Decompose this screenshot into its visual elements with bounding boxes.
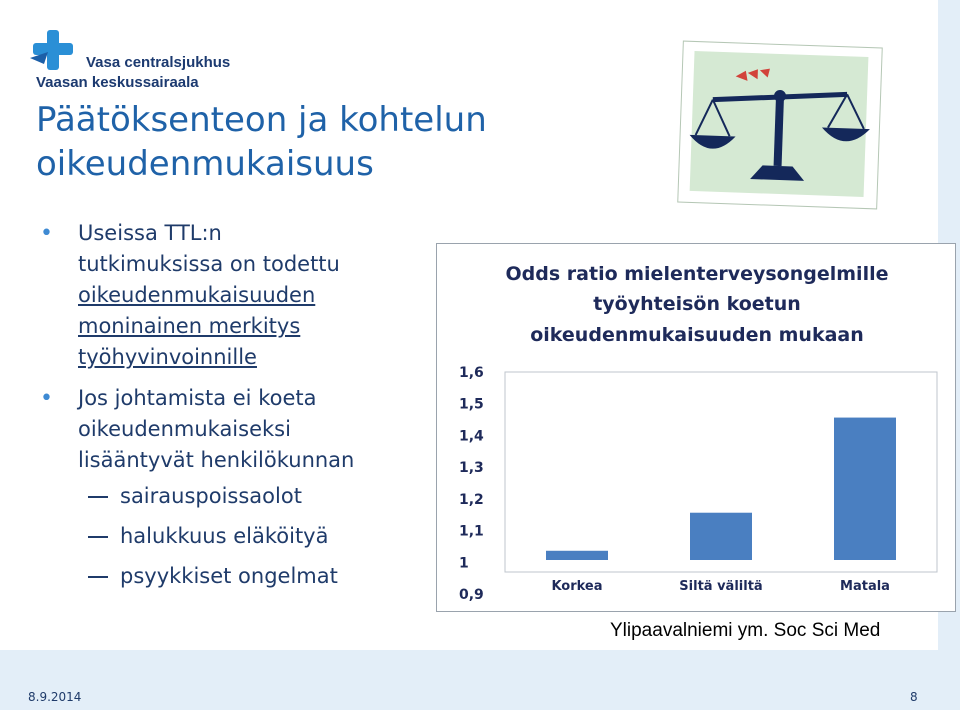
- sub-bullet-3: psyykkiset ongelmat: [40, 556, 440, 596]
- x-category-label: Korkea: [551, 579, 603, 594]
- logo-text-finnish: Vaasan keskussairaala: [36, 74, 199, 91]
- bar-0: [546, 551, 608, 560]
- chart-title-line-2: työyhteisön koetun: [593, 293, 801, 315]
- logo-text-swedish: Vasa centralsjukhus: [86, 54, 231, 71]
- bullet-2-line-1: • Jos johtamista ei koeta: [40, 383, 440, 414]
- y-tick-label: 1,2: [459, 491, 484, 508]
- y-tick-label: 1,3: [459, 460, 484, 477]
- bullet-1-line-3: [40, 280, 440, 311]
- underlined-text: oikeudenmukaisuuden: [78, 283, 316, 307]
- bullet-1-line-2: tutkimuksissa on todettu: [78, 252, 340, 276]
- underlined-text: työhyvinvoinnille: [78, 345, 257, 369]
- y-tick-label: 1,4: [459, 428, 484, 445]
- x-category-label: Siltä väliltä: [679, 579, 763, 594]
- bullet-list: [40, 218, 440, 596]
- odds-ratio-chart: [436, 243, 956, 612]
- chart-title-line-3: oikeudenmukaisuuden mukaan: [530, 324, 864, 346]
- bullet-1-line-1: • Useissa TTL:n: [40, 218, 440, 249]
- bar-2: [834, 418, 896, 560]
- slide-title: [36, 98, 596, 186]
- chart-plot-area: [459, 365, 937, 603]
- balance-scale-icon: [677, 41, 880, 208]
- bullet-2-line-3: lisääntyvät henkilökunnan: [78, 448, 355, 472]
- citation: Ylipaavalniemi ym. Soc Sci Med: [610, 620, 881, 641]
- bullet-2-line-2: oikeudenmukaiseksi: [78, 417, 291, 441]
- y-tick-label: 1: [459, 555, 469, 572]
- cross-dove-icon: [28, 28, 88, 78]
- footer-date: 8.9.2014: [28, 690, 82, 704]
- underlined-text: moninainen merkitys: [78, 314, 301, 338]
- y-tick-label: 0,9: [459, 587, 484, 603]
- bar-1: [690, 513, 752, 560]
- hospital-logo: [28, 28, 231, 94]
- sub-bullet-2: halukkuus eläköityä: [40, 516, 440, 556]
- bottom-decor-band: [0, 650, 960, 710]
- page-number: 8: [910, 690, 918, 704]
- y-tick-label: 1,6: [459, 365, 484, 381]
- bullet-1-line-4: [40, 311, 440, 342]
- chart-svg: [437, 244, 955, 611]
- sub-bullet-1: sairauspoissaolot: [40, 476, 440, 516]
- y-tick-label: 1,5: [459, 396, 484, 413]
- justice-scale-picture: [677, 41, 883, 210]
- chart-title-line-1: Odds ratio mielenterveysongelmille: [505, 263, 889, 285]
- bullet-1-line-5: [40, 342, 440, 373]
- title-line-1: Päätöksenteon ja kohtelun: [36, 100, 487, 140]
- y-tick-label: 1,1: [459, 523, 484, 540]
- x-category-label: Matala: [840, 579, 890, 594]
- title-line-2: oikeudenmukaisuus: [36, 144, 374, 184]
